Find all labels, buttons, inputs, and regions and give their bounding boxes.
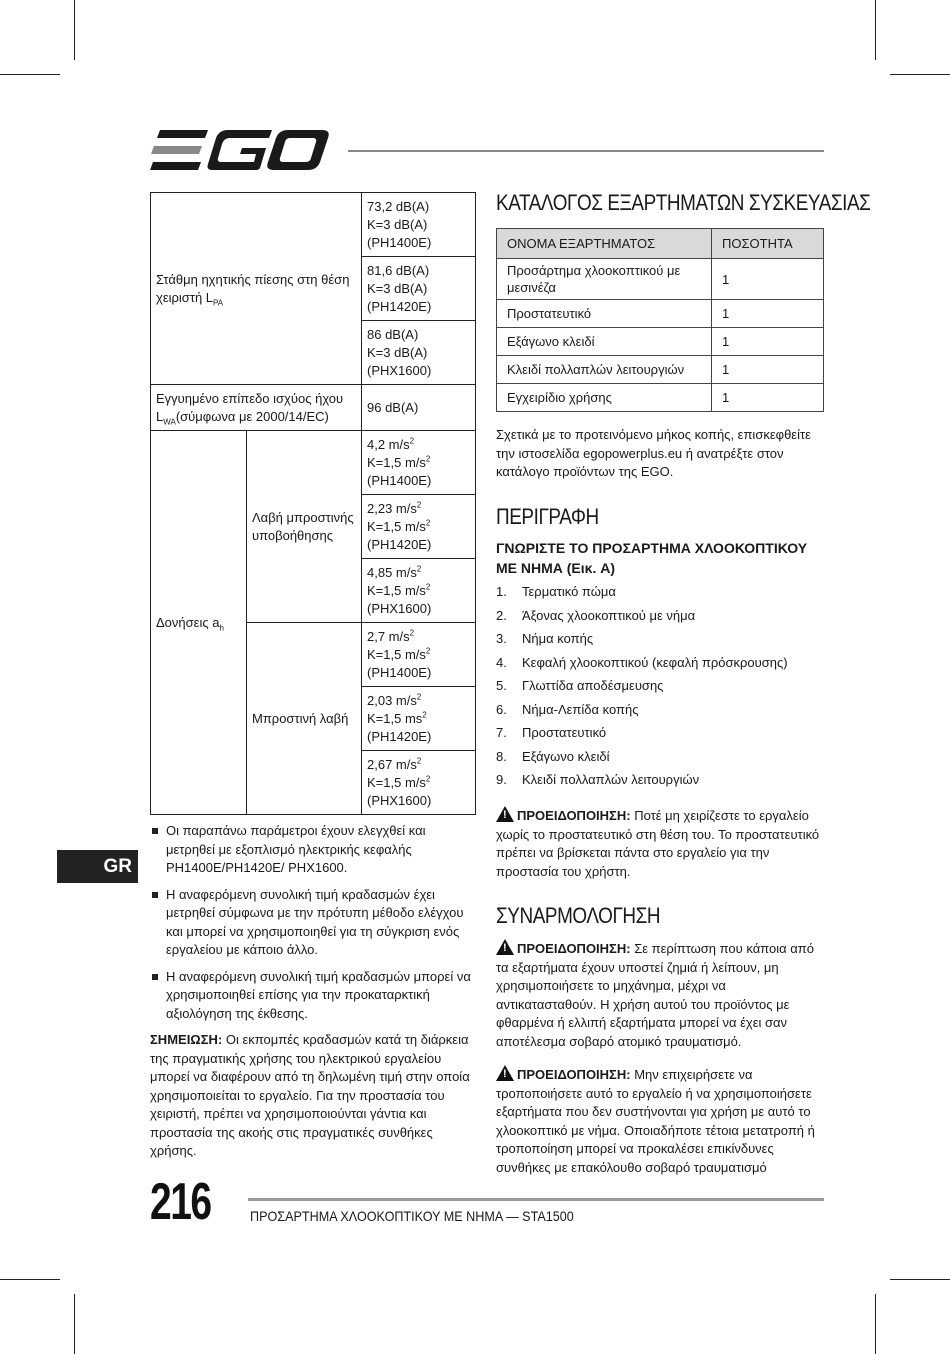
sound-pressure-value: 86 dB(A) K=3 dB(A) (PHX1600): [362, 321, 476, 385]
footer-title: ΠΡΟΣΑΡΤΗΜΑ ΧΛΟΟΚΟΠΤΙΚΟΥ ΜΕ ΝΗΜΑ — STA1500: [250, 1208, 574, 1224]
item-name: Εγχειρίδιο χρήσης: [497, 384, 712, 412]
warning-guard: !ΠΡΟΕΙΔΟΠΟΙΗΣΗ: Ποτέ μη χειρίζεστε το εργαλείο χωρίς το προστατευτικό στη θέση του. Το προστατευτικό πρέπει να βρίσκεται πάντα στο εργαλείο για την προστασία του χρήστη.: [496, 806, 826, 881]
page-number: 216: [150, 1173, 211, 1231]
list-item: 4. Κεφαλή χλοοκοπτικού (κεφαλή πρόσκρουσης): [496, 654, 788, 670]
packing-list-table: [496, 228, 824, 412]
list-item: 6. Νήμα-Λεπίδα κοπής: [496, 701, 639, 717]
sound-pressure-value: 81,6 dB(A) K=3 dB(A) (PH1420E): [362, 257, 476, 321]
note-bullet: Η αναφερόμενη συνολική τιμή κραδασμών έχει μετρηθεί σύμφωνα με την πρότυπη μέθοδο ελέγχου και μπορεί να χρησιμοποιηθεί για τη σύγκριση ενός εργαλείου με κάποιο άλλο.: [150, 886, 476, 960]
item-qty: 1: [712, 300, 824, 328]
note-bullet: Η αναφερόμενη συνολική τιμή κραδασμών μπορεί να χρησιμοποιηθεί επίσης για την προκαταρκτική αξιολόγηση της έκθεσης.: [150, 968, 476, 1024]
crop-mark: [890, 74, 950, 75]
sound-pressure-label: Στάθμη ηχητικής πίεσης στη θέση χειριστή $L_{PA}$: [151, 193, 362, 385]
note-bullet: Οι παραπάνω παράμετροι έχουν ελεγχθεί και μετρηθεί με εξοπλισμό ηλεκτρικής κεφαλής PH1400E/PH1420E/ PHX1600.: [150, 822, 476, 878]
sound-power-label: Εγγυημένο επίπεδο ισχύος ήχου $L_{WA}(\sigma ύ\mu\varphi\omega\nu\alpha$ με 2000/14/EC): [151, 385, 362, 431]
list-item: 9. Κλειδί πολλαπλών λειτουργιών: [496, 772, 700, 787]
front-handle-label: Μπροστινή λαβή: [247, 623, 362, 815]
vibration-value: 4,2 $m/s^2$ K=1,5 $m/s^2$ (PH1400E): [362, 431, 476, 495]
list-item: 2. Άξονας χλοοκοπτικού με νήμα: [496, 607, 696, 623]
vibration-value: 2,23 $m/s^2$ K=1,5 $m/s^2$ (PH1420E): [362, 495, 476, 559]
col-header-name: ΟΝΟΜΑ ΕΞΑΡΤΗΜΑΤΟΣ: [497, 229, 712, 259]
cutting-length-note: Σχετικά με το προτεινόμενο μήκος κοπής, επισκεφθείτε την ιστοσελίδα egopowerplus.eu ή ανατρέξτε στον κατάλογο προϊόντων της EGO.: [496, 427, 811, 479]
description-heading: ΠΕΡΙΓΡΑΦΗ: [496, 503, 599, 529]
table-row: [497, 356, 824, 384]
list-item: 7. Προστατευτικό: [496, 725, 607, 740]
vibration-value: 2,7 $m/s^2$ K=1,5 $m/s^2$ (PH1400E): [362, 623, 476, 687]
vibration-value: 2,03 $m/s^2$ K=1,5 $ms^2$ (PH1420E): [362, 687, 476, 751]
warning-icon: [496, 1065, 514, 1081]
list-item: 8. Εξάγωνο κλειδί: [496, 748, 610, 764]
assembly-heading: ΣΥΝΑΡΜΟΛΟΓΗΣΗ: [496, 903, 661, 928]
item-qty: 1: [712, 384, 824, 412]
vibration-value: 4,85 $m/s^2$ K=1,5 $m/s^2$ (PHX1600): [362, 559, 476, 623]
warning-icon: [496, 806, 514, 822]
crop-mark: [0, 74, 60, 75]
specifications-table: [150, 192, 476, 815]
item-name: Κλειδί πολλαπλών λειτουργιών: [497, 356, 712, 384]
crop-mark: [875, 0, 876, 60]
table-row: [497, 300, 824, 328]
warning-icon: [496, 939, 514, 955]
list-item: 3. Νήμα κοπής: [496, 631, 594, 646]
sound-power-value: 96 dB(A): [362, 385, 476, 431]
crop-mark: [74, 0, 75, 60]
table-row: [497, 328, 824, 356]
item-name: Εξάγωνο κλειδί: [497, 328, 712, 356]
description-subheading: ΓΝΩΡΙΣΤΕ ΤΟ ΠΡΟΣΑΡΤΗΜΑ ΧΛΟΟΚΟΠΤΙΚΟΥ ΜΕ ΝΗΜΑ (Εικ. A): [496, 539, 808, 576]
header-rule: [348, 150, 824, 152]
table-row: [497, 384, 824, 412]
warning-modification: !ΠΡΟΕΙΔΟΠΟΙΗΣΗ: Μην επιχειρήσετε να τροποποιήσετε αυτό το εργαλείο ή να χρησιμοποιήσετε εξαρτήματα που δεν συστήνονται για χρήση με αυτό το χλοοκοπτικό με νήμα. Οποιαδήποτε τέτοια μετατροπή ή τροποποίηση μπορεί να προκαλέσει επικίνδυνες συνθήκες με επακόλουθο σοβαρό τραυματισμό: [496, 1065, 826, 1177]
col-header-qty: ΠΟΣΟΤΗΤΑ: [712, 229, 824, 259]
item-qty: 1: [712, 328, 824, 356]
crop-mark: [890, 1279, 950, 1280]
crop-mark: [74, 1294, 75, 1354]
ego-logo: [150, 128, 332, 172]
table-row: [497, 259, 824, 300]
item-name: Προστατευτικό: [497, 300, 712, 328]
vibration-value: 2,67 $m/s^2$ K=1,5 $m/s^2$ (PHX1600): [362, 751, 476, 815]
aux-handle-label: Λαβή μπροστινής υποβοήθησης: [247, 431, 362, 623]
footer-rule: [248, 1198, 824, 1201]
parts-list: [496, 581, 826, 793]
item-qty: 1: [712, 356, 824, 384]
item-qty: 1: [712, 259, 824, 300]
warning-damaged-parts: !ΠΡΟΕΙΔΟΠΟΙΗΣΗ: Σε περίπτωση που κάποια από τα εξαρτήματα έχουν υποστεί ζημιά ή λείπουν, μη χρησιμοποιήσετε το μηχάνημα, μέχρι να αντικατασταθούν. Η χρήση αυτού του προϊόντος με φθαρμένα ή ελλιπή εξαρτήματα μπορεί να έχει σαν αποτέλεσμα σοβαρό ατομικό τραυματισμό.: [496, 939, 826, 1051]
list-item: 1. Τερματικό πώμα: [496, 584, 616, 599]
sound-pressure-value: 73,2 dB(A) K=3 dB(A) (PH1400E): [362, 193, 476, 257]
crop-mark: [0, 1279, 60, 1280]
right-column: [496, 190, 871, 1177]
note-paragraph: ΣΗΜΕΙΩΣΗ: Οι εκπομπές κραδασμών κατά τη διάρκεια της πραγματικής χρήσης του ηλεκτρικού εργαλείου μπορεί να διαφέρουν από τη δηλωμένη τιμή στην οποία χρησιμοποιείται το εργαλείο. Για την προστασία του χειριστή, πρέπει να χρησιμοποιούνται γάντια και προστασία της ακοής στις πραγματικές συνθήκες χρήσης.: [150, 1032, 470, 1158]
vibration-notes: [150, 822, 476, 1161]
list-item: 5. Γλωττίδα αποδέσμευσης: [496, 678, 664, 693]
packing-heading: ΚΑΤΑΛΟΓΟΣ ΕΞΑΡΤΗΜΑΤΩΝ ΣΥΣΚΕΥΑΣΙΑΣ: [496, 190, 871, 215]
language-tab: GR: [57, 850, 138, 883]
item-name: Προσάρτημα χλοοκοπτικού με μεσινέζα: [497, 259, 712, 300]
vibration-label: Δονήσεις $a_h$: [151, 431, 247, 815]
crop-mark: [875, 1294, 876, 1354]
